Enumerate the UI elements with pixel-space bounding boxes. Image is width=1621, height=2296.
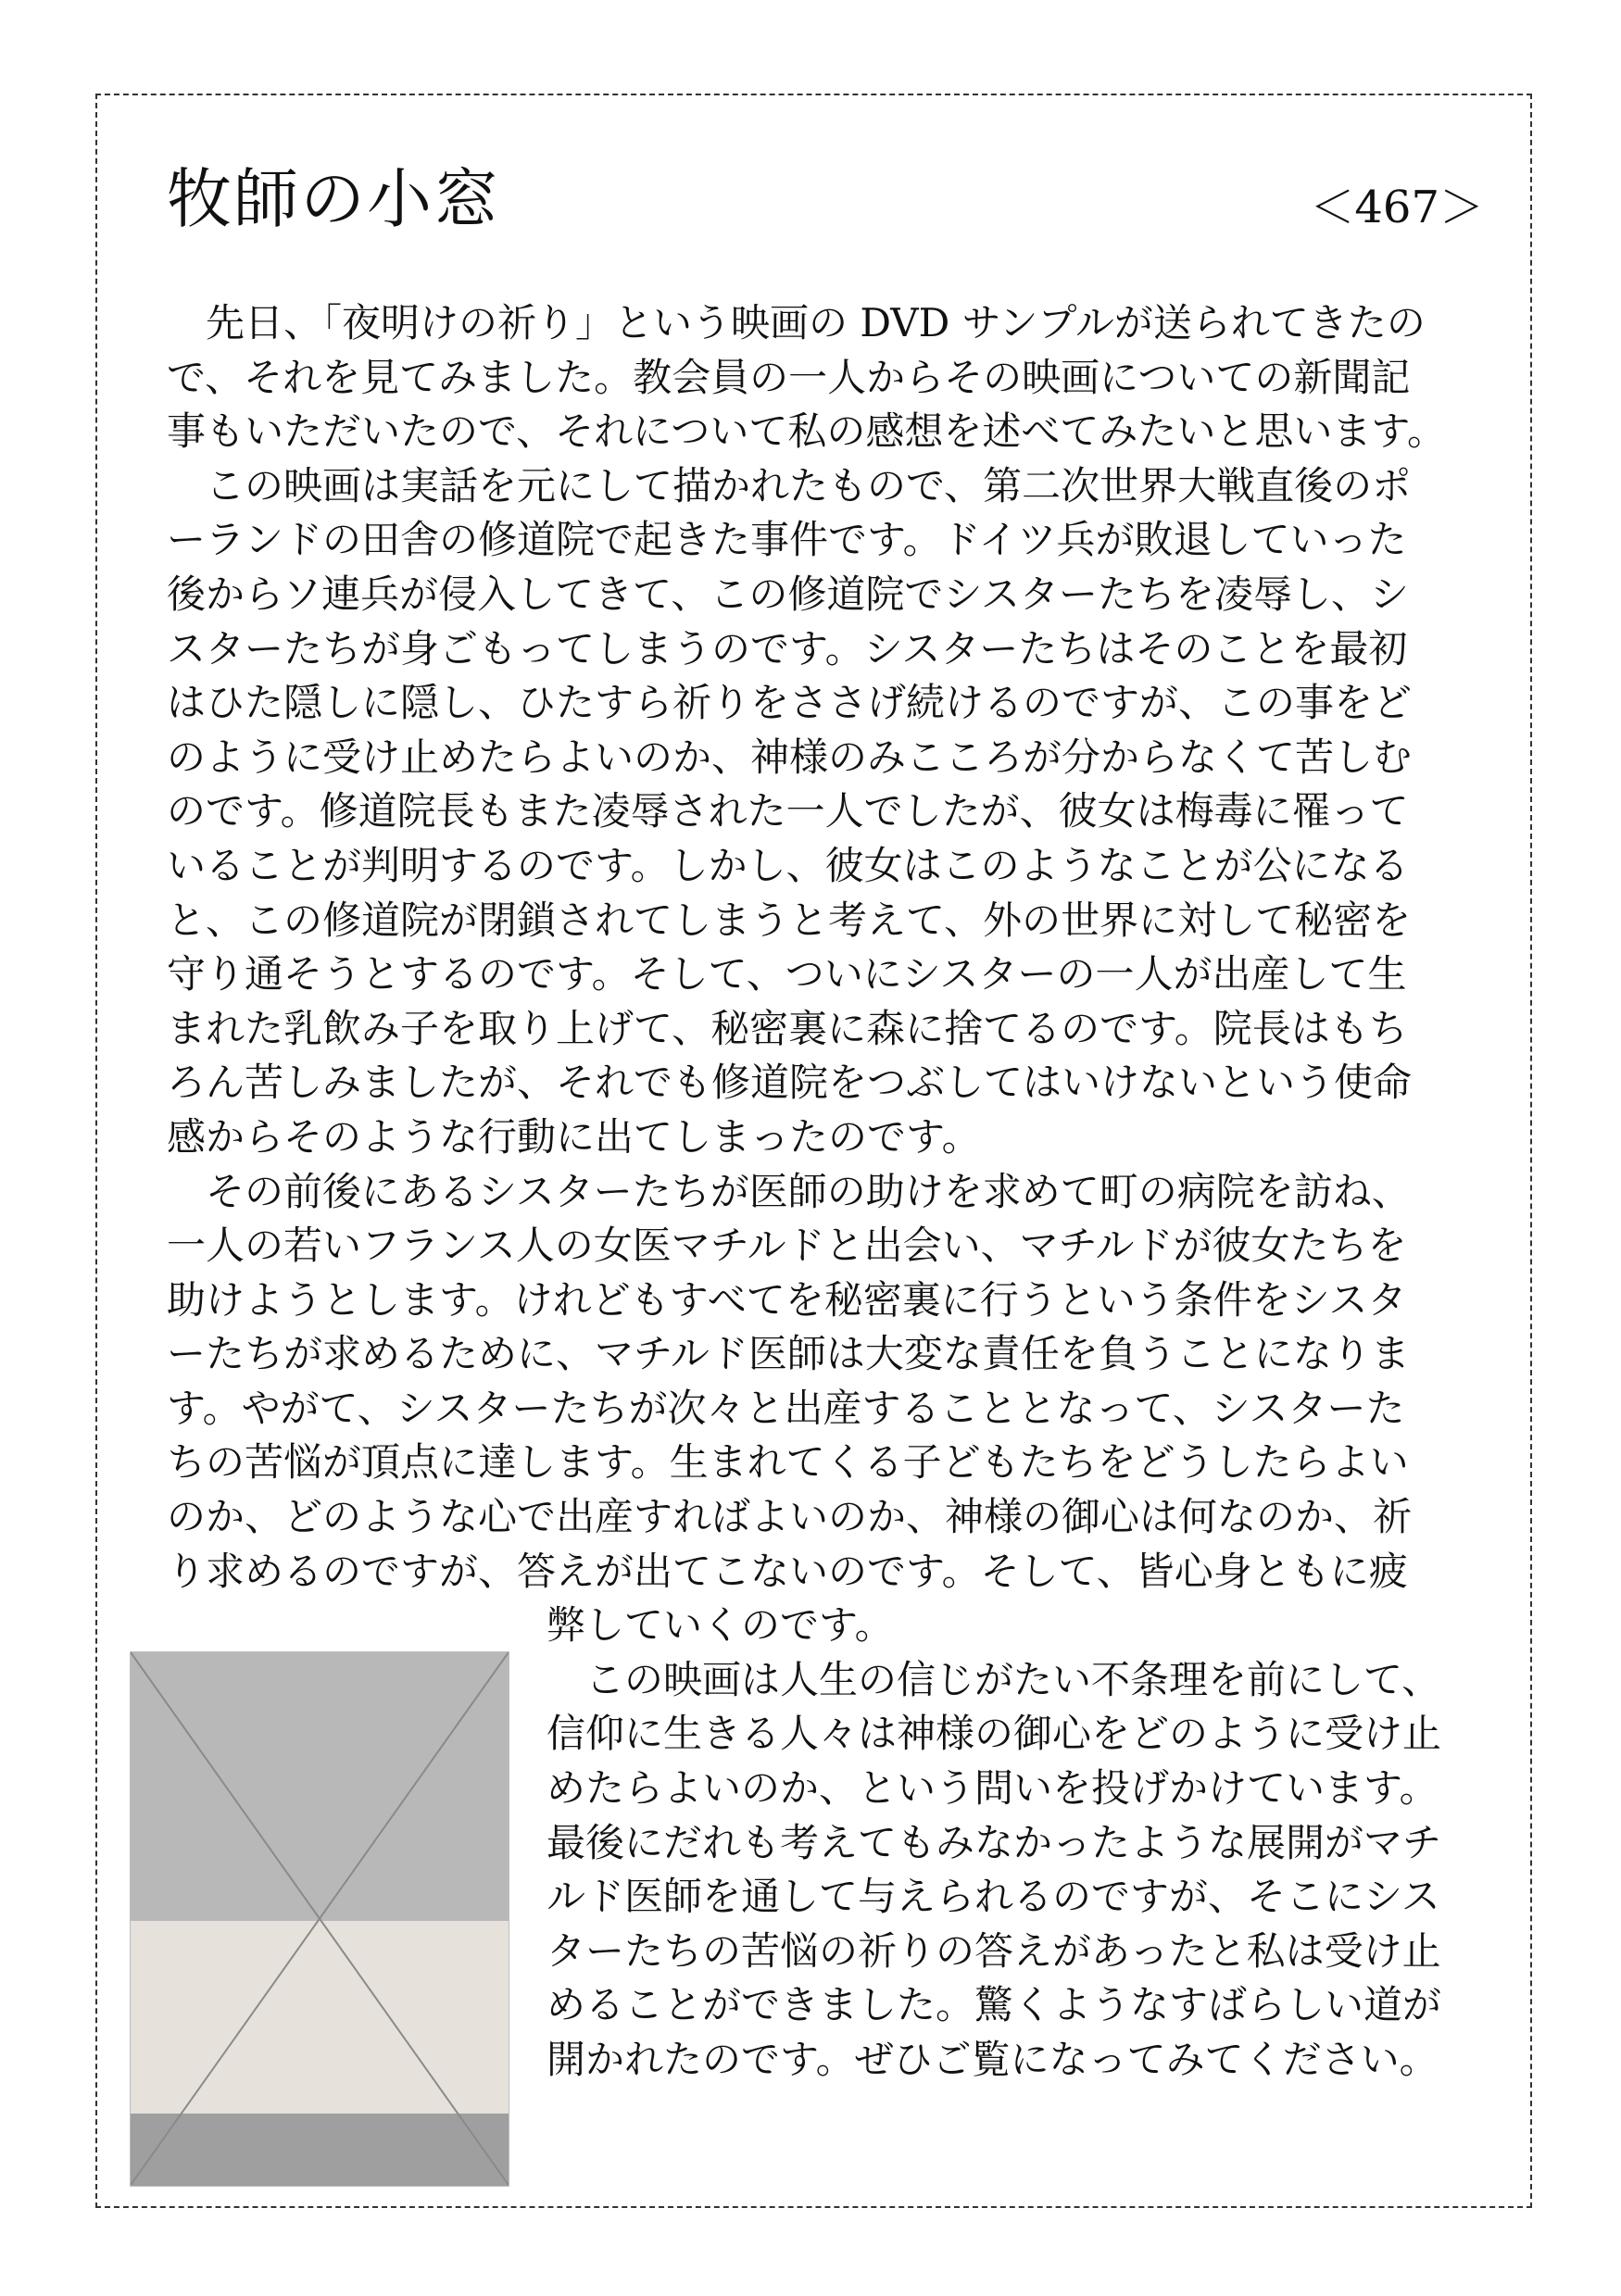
body-line: はひた隠しに隠し、ひたすら祈りをささげ続けるのですが、この事をど — [167, 680, 1413, 726]
body-line: この映画は実話を元にして描かれたもので、第二次世界大戦直後のポ — [167, 462, 1412, 508]
body-line: と、この修道院が閉鎖されてしまうと考えて、外の世界に対して秘密を — [167, 897, 1412, 943]
body-line: 開かれたのです。ぜひご覧になってみてください。 — [547, 2037, 1439, 2082]
body-line: この映画は人生の信じがたい不条理を前にして、 — [547, 1656, 1441, 1702]
movie-poster-image — [130, 1651, 509, 2187]
body-line: り求めるのですが、答えが出てこないのです。そして、皆心身ともに疲 — [167, 1548, 1408, 1594]
body-line: 信仰に生きる人々は神様の御心をどのように受け止 — [547, 1711, 1442, 1757]
body-line: スターたちが身ごもってしまうのです。シスターたちはそのことを最初 — [167, 625, 1408, 671]
body-line: まれた乳飲み子を取り上げて、秘密裏に森に捨てるのです。院長はもち — [167, 1005, 1408, 1051]
body-line: ーランドの田舎の修道院で起きた事件です。ドイツ兵が敗退していった — [167, 517, 1407, 563]
body-line: 弊していくのです。 — [547, 1602, 894, 1649]
body-line: ちの苦悩が頂点に達します。生まれてくる子どもたちをどうしたらよい — [167, 1439, 1409, 1486]
body-line: のか、どのような心で出産すればよいのか、神様の御心は何なのか、祈 — [167, 1494, 1413, 1540]
body-line: す。やがて、シスターたちが次々と出産することとなって、シスターた — [167, 1385, 1405, 1431]
body-line: めることができました。驚くようなすばらしい道が — [547, 1982, 1442, 2028]
body-line: 先日、「夜明けの祈り」という映画の DVD サンプルが送られてきたの — [167, 300, 1426, 345]
body-line: その前後にあるシスターたちが医師の助けを求めて町の病院を訪ね、 — [167, 1168, 1411, 1214]
body-line: めたらよいのか、という問いを投げかけています。 — [547, 1765, 1439, 1812]
body-line: 最後にだれも考えてもみなかったような展開がマチ — [547, 1819, 1442, 1865]
body-line: のように受け止めたらよいのか、神様のみこころが分からなくて苦しむ — [167, 734, 1413, 780]
body-line: いることが判明するのです。しかし、彼女はこのようなことが公になる — [167, 842, 1409, 888]
image-placeholder-icon — [131, 1652, 509, 2185]
body-line: で、それを見てみました。教会員の一人からその映画についての新聞記 — [167, 354, 1411, 400]
page-title: 牧師の小窓 — [167, 161, 500, 237]
body-line: 一人の若いフランス人の女医マチルドと出会い、マチルドが彼女たちを — [167, 1223, 1407, 1269]
body-line: 守り通そうとするのです。そして、ついにシスターの一人が出産して生 — [167, 951, 1407, 997]
body-line: のです。修道院長もまた凌辱された一人でしたが、彼女は梅毒に罹って — [167, 788, 1409, 834]
body-line: ろん苦しみましたが、それでも修道院をつぶしてはいけないという使命 — [167, 1060, 1413, 1106]
body-line: 感からそのような行動に出てしまったのです。 — [167, 1113, 981, 1160]
body-line: 助けようとします。けれどもすべてを秘密裏に行うという条件をシスタ — [167, 1276, 1407, 1323]
body-line: 後からソ連兵が侵入してきて、この修道院でシスターたちを凌辱し、シ — [167, 571, 1410, 617]
body-line: ターたちの苦悩の祈りの答えがあったと私は受け止 — [547, 1927, 1441, 1974]
issue-number: ＜467＞ — [1310, 182, 1484, 233]
body-line: ルド医師を通して与えられるのですが、そこにシス — [547, 1874, 1440, 1920]
body-line: ーたちが求めるために、マチルド医師は大変な責任を負うことになりま — [167, 1331, 1410, 1377]
body-line: 事もいただいたので、それについて私の感想を述べてみたいと思います。 — [167, 408, 1446, 455]
